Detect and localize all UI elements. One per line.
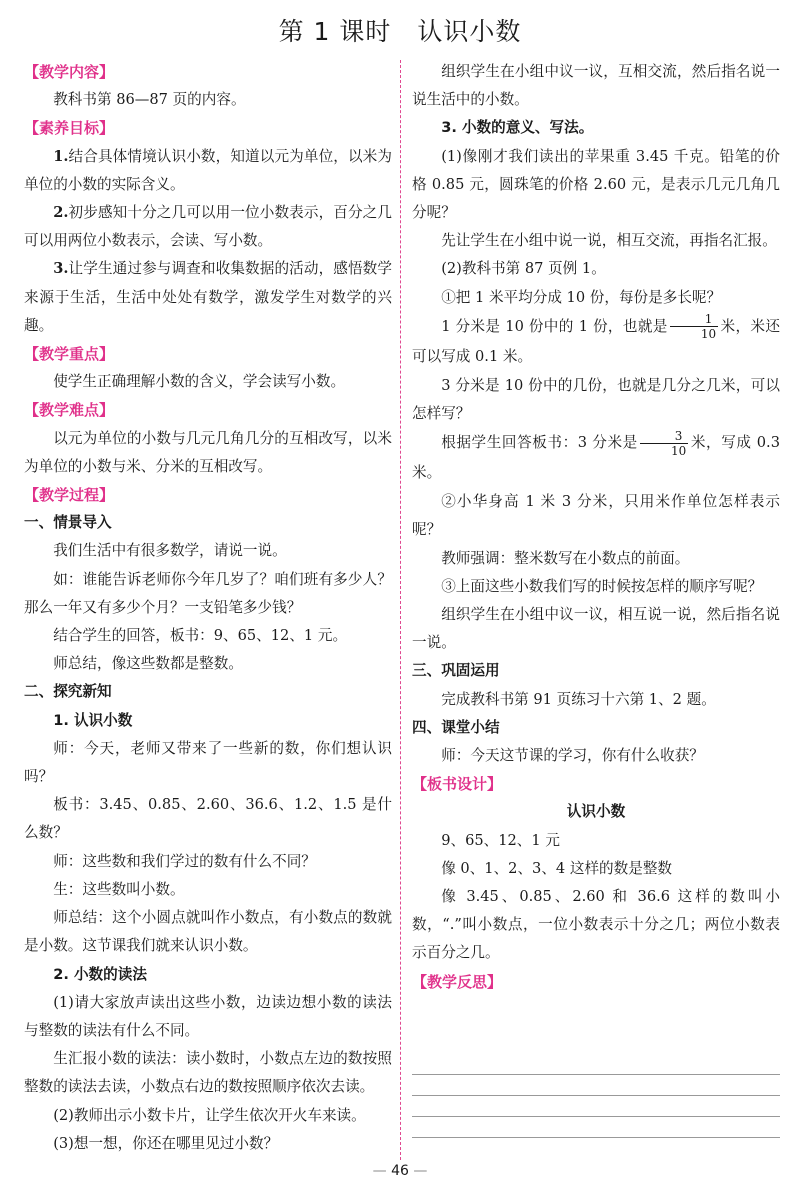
text: 1 分米是 10 份中的 1 份，也就是: [441, 317, 668, 335]
paragraph: (2)教师出示小数卡片，让学生依次开火车来读。: [53, 1106, 366, 1124]
content-text: 教科书第 86—87 页的内容。: [53, 91, 246, 109]
paragraph: 师：今天，老师又带来了一些新的数，你们想认识吗？: [24, 739, 392, 786]
dash-right: —: [408, 1163, 428, 1179]
board-line: 像 3.45、0.85、2.60 和 36.6 这样的数叫小数，“.”叫小数点，一位小数表示十分之几；两位小数表示百分之几。: [412, 888, 780, 962]
writing-line[interactable]: [412, 1095, 780, 1096]
subheading-reading: 2. 小数的读法: [53, 965, 147, 983]
paragraph: 师：这些数和我们学过的数有什么不同？: [53, 852, 316, 870]
paragraph: 生：这些数叫小数。: [53, 880, 185, 898]
paragraph: (3)想一想，你还在哪里见过小数？: [53, 1134, 279, 1152]
paragraph: ①把 1 米平均分成 10 份，每份是多长呢？: [441, 288, 722, 306]
paragraph-fraction-1: [412, 312, 780, 372]
section-tag-key: 【教学重点】: [24, 345, 115, 364]
subheading-recognize: 1. 认识小数: [53, 711, 133, 729]
text: 根据学生回答板书：3 分米是: [441, 434, 638, 452]
paragraph: 板书：3.45、0.85、2.60、36.6、1.2、1.5 是什么数？: [24, 796, 392, 842]
writing-line[interactable]: [412, 1116, 780, 1117]
denominator: 10: [670, 443, 687, 458]
paragraph: (2)教科书第 87 页例 1。: [441, 260, 606, 278]
paragraph: 组织学生在小组中议一议，互相交流，然后指名说一说生活中的小数。: [412, 63, 780, 109]
section-tag-goals: 【素养目标】: [24, 119, 115, 138]
goal-2: [24, 199, 392, 255]
fraction-three-tenths: [640, 429, 688, 458]
page-number: [0, 1163, 800, 1179]
paragraph: 如：谁能告诉老师你今年几岁了？咱们班有多少人？那么一年又有多少个月？一支铅笔多少钱？: [24, 570, 392, 616]
writing-line[interactable]: [412, 1137, 780, 1138]
paragraph: 先让学生在小组中说一说，相互交流，再指名汇报。: [441, 232, 777, 250]
paragraph: 师总结，像这些数都是整数。: [53, 655, 243, 673]
column-divider: [400, 60, 401, 1160]
paragraph: 教师强调：整米数写在小数点的前面。: [441, 549, 690, 567]
fraction-one-tenth: [670, 312, 718, 341]
text: 米，写成 0.3 米。: [412, 434, 780, 482]
paragraph: (1)像刚才我们读出的苹果重 3.45 千克。铅笔的价格 0.85 元，圆珠笔的价格 2.60 元，是表示几元几角几分呢？: [412, 147, 780, 222]
goal-2-text: 初步感知十分之几可以用一位小数表示，百分之几可以用两位小数表示，会读、写小数。: [24, 204, 392, 250]
board-line: 像 0、1、2、3、4 这样的数是整数: [441, 859, 673, 877]
paragraph: 师总结：这个小圆点就叫作小数点，有小数点的数就是小数。这节课我们就来认识小数。: [24, 909, 392, 955]
paragraph: 生汇报小数的读法：读小数时，小数点左边的数按照整数的读法去读，小数点右边的数按照顺序依次去读。: [24, 1050, 392, 1096]
right-column: [412, 58, 780, 996]
section-tag-process: 【教学过程】: [24, 486, 115, 505]
numerator: 1: [670, 312, 718, 327]
numerator: 3: [640, 429, 688, 444]
paragraph: ③上面这些小数我们写的时候按怎样的顺序写呢？: [441, 577, 763, 595]
paragraph: 我们生活中有很多数学，请说一说。: [53, 542, 287, 560]
paragraph-fraction-2: [412, 428, 780, 488]
denominator: 10: [700, 327, 717, 342]
goal-1: [24, 143, 392, 199]
difficulty-text: 以元为单位的小数与几元几角几分的互相改写，以米为单位的小数与米、分米的互相改写。: [24, 429, 392, 475]
goal-3-text: 让学生通过参与调查和收集数据的活动，感悟数学来源于生活，生活中处处有数学，激发学生对数学的兴趣。: [24, 260, 392, 334]
paragraph: 师：今天这节课的学习，你有什么收获？: [441, 747, 704, 765]
key-text: 使学生正确理解小数的含义，学会读写小数。: [53, 373, 346, 391]
section-tag-board: 【板书设计】: [412, 775, 503, 794]
subheading-meaning: 3. 小数的意义、写法。: [441, 119, 594, 137]
paragraph: 3 分米是 10 份中的几份，也就是几分之几米，可以怎样写？: [412, 376, 780, 423]
paragraph: 完成教科书第 91 页练习十六第 1、2 题。: [441, 690, 716, 708]
heading-practice: 三、巩固运用: [412, 662, 500, 680]
paragraph: (1)请大家放声读出这些小数，边读边想小数的读法与整数的读法有什么不同。: [24, 993, 392, 1039]
goal-1-num: 1.: [53, 147, 69, 165]
page-title: 第 1 课时 认识小数: [278, 17, 522, 46]
left-column: [24, 58, 392, 1158]
board-title: 认识小数: [566, 803, 626, 821]
heading-intro: 一、情景导入: [24, 514, 112, 532]
heading-summary: 四、课堂小结: [412, 718, 500, 736]
goal-3-num: 3.: [53, 260, 69, 278]
goal-1-text: 结合具体情境认识小数，知道以元为单位，以米为单位的小数的实际含义。: [24, 147, 392, 193]
writing-line[interactable]: [412, 1074, 780, 1075]
goal-2-num: 2.: [53, 204, 69, 222]
goal-3: [24, 255, 392, 340]
dash-left: —: [372, 1163, 392, 1179]
reflection-writing-lines[interactable]: [412, 1074, 780, 1138]
section-tag-reflection: 【教学反思】: [412, 972, 503, 991]
section-tag-difficulty: 【教学难点】: [24, 401, 115, 420]
text: 米，米还可以写成 0.1 米。: [412, 317, 780, 365]
paragraph: 结合学生的回答，板书：9、65、12、1 元。: [53, 627, 348, 645]
paragraph: ②小华身高 1 米 3 分米，只用米作单位怎样表示呢？: [412, 493, 780, 539]
heading-explore: 二、探究新知: [24, 683, 112, 701]
board-line: 9、65、12、1 元: [441, 831, 560, 849]
page-number-text: 46: [391, 1163, 409, 1179]
paragraph: 组织学生在小组中议一议，相互说一说，然后指名说一说。: [412, 606, 780, 652]
section-tag-content: 【教学内容】: [24, 63, 115, 81]
